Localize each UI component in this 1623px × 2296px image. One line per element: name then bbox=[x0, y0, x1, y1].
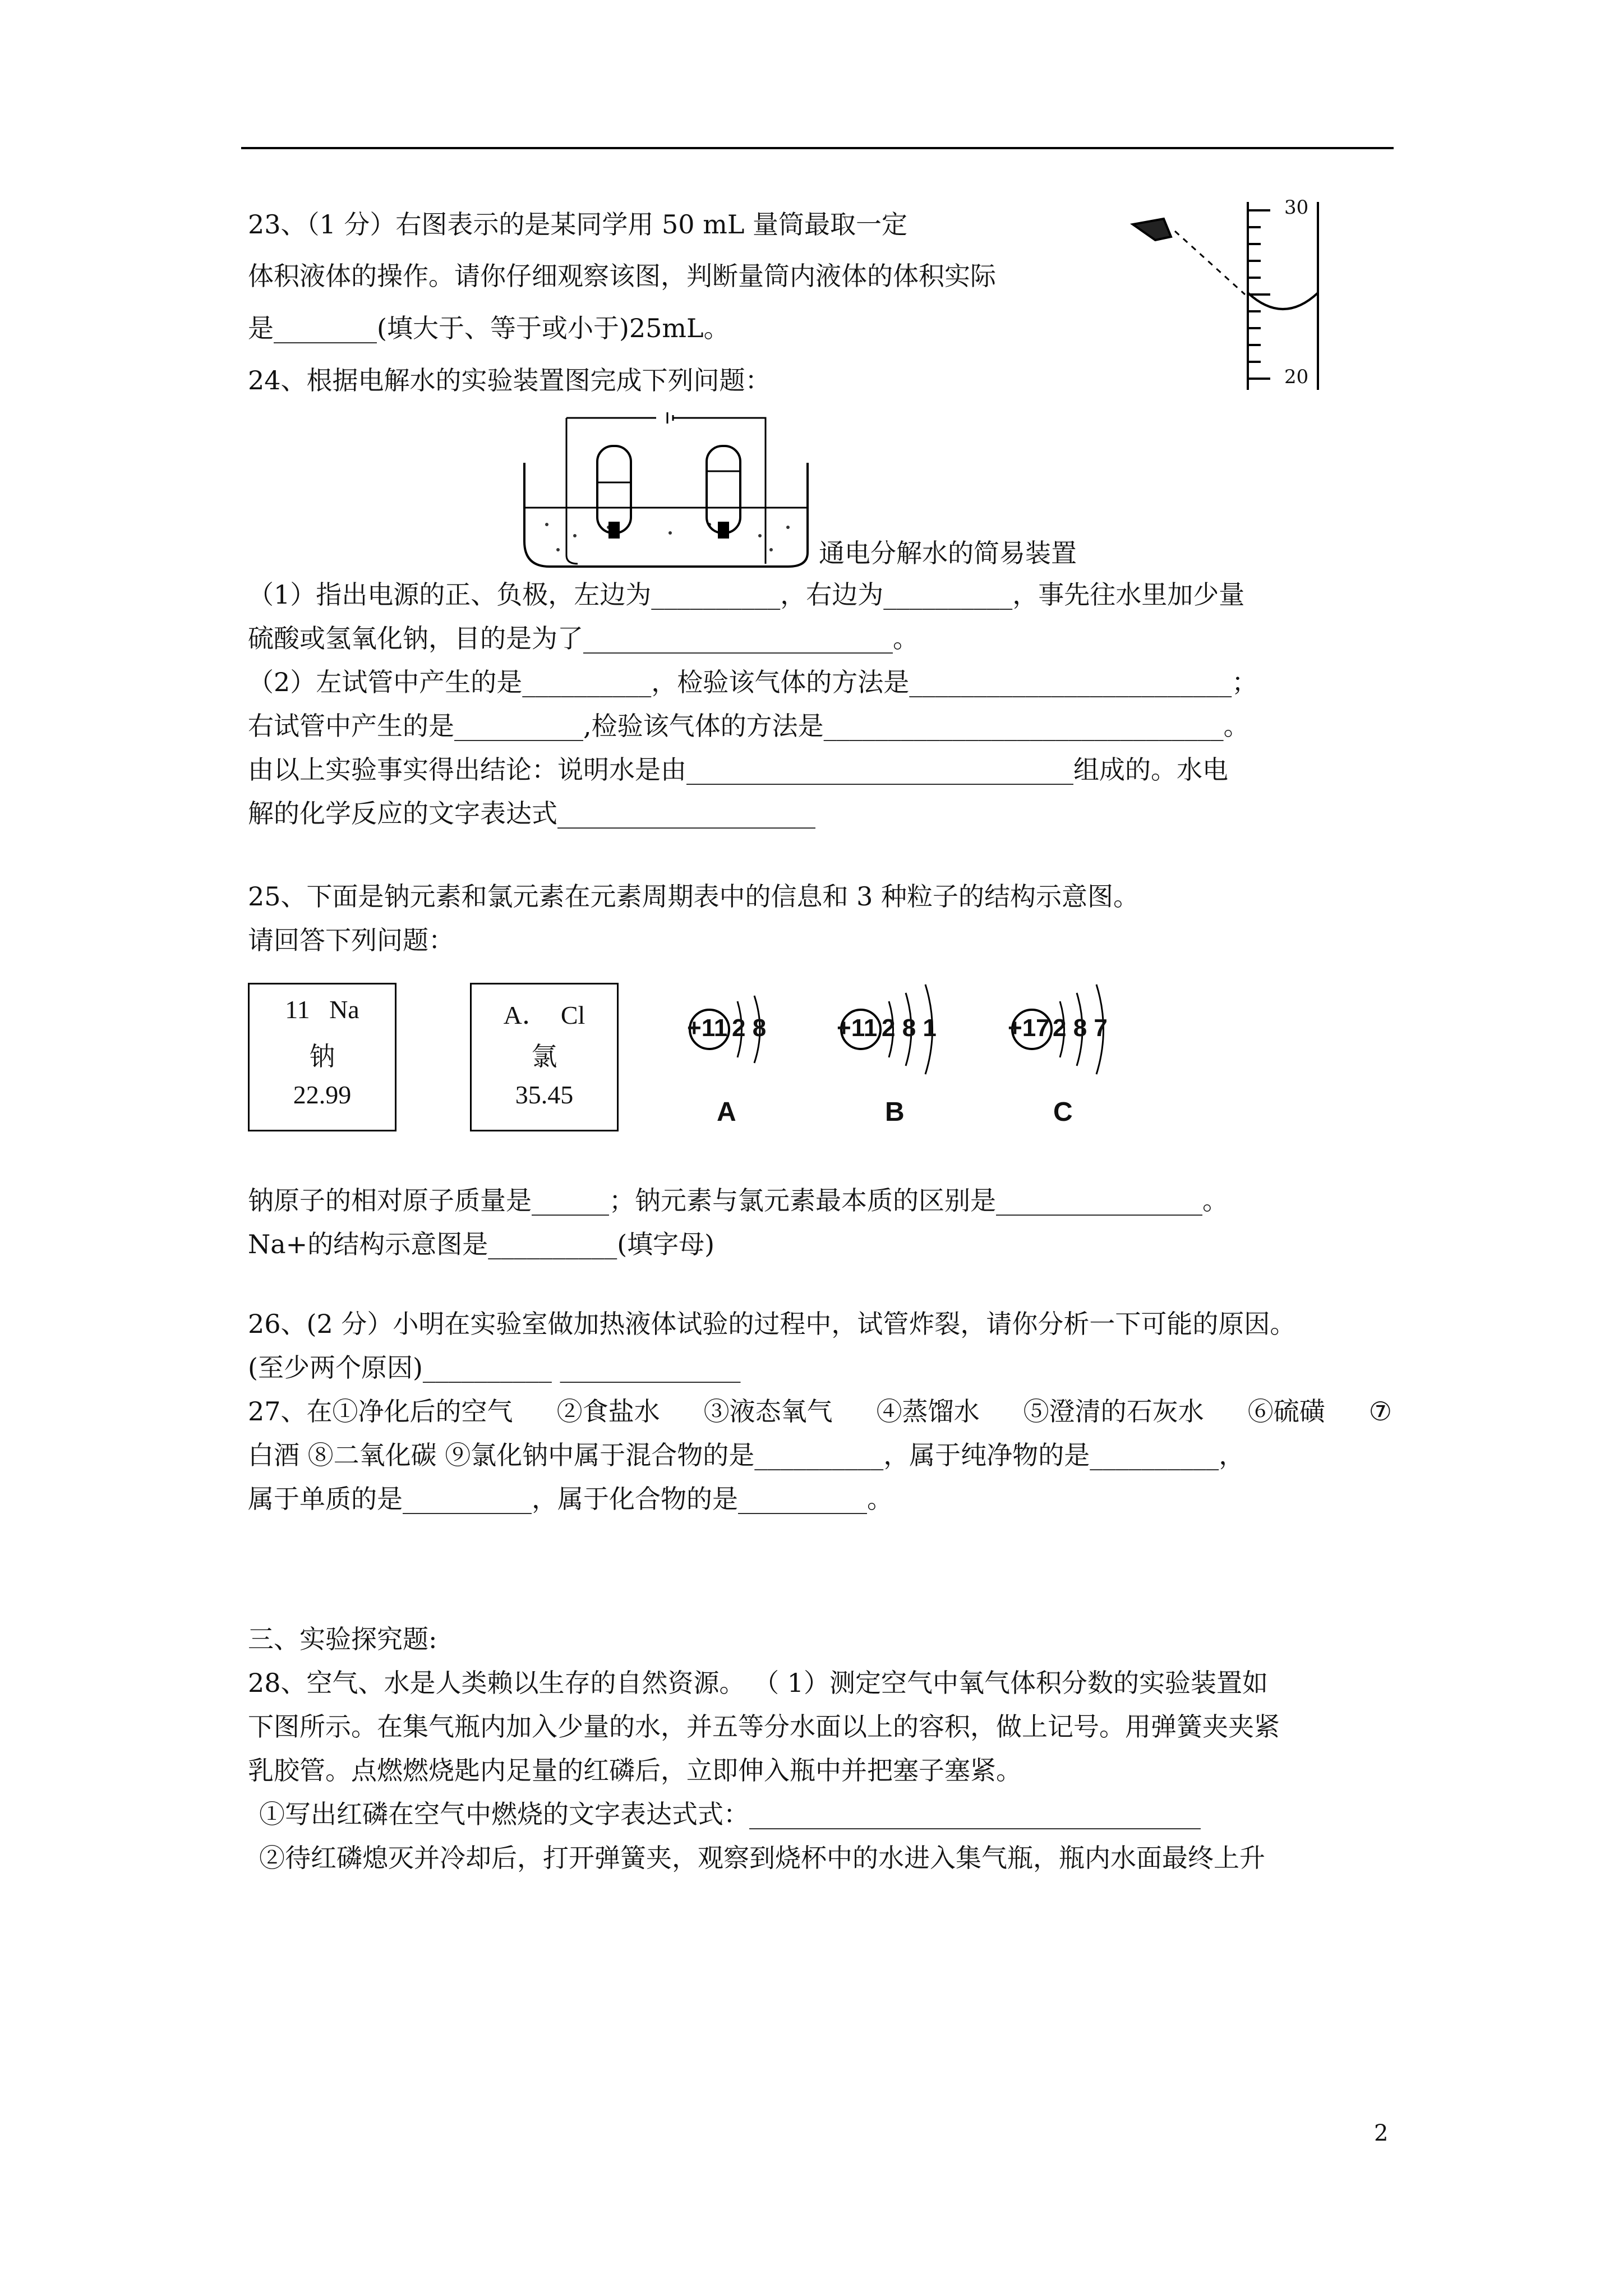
q27-item-3: ③液态氧气 bbox=[703, 1396, 833, 1427]
q28-line-b: 下图所示。在集气瓶内加入少量的水，并五等分水面以上的容积，做上记号。用弹簧夹夹紧 bbox=[248, 1711, 1280, 1742]
q24-p3b: 解的化学反应的文字表达式____________________ bbox=[248, 798, 815, 829]
section3-heading: 三、实验探究题: bbox=[248, 1624, 437, 1654]
q27-item-5: ⑤澄清的石灰水 bbox=[1023, 1396, 1204, 1427]
atom-diagram-c bbox=[1001, 959, 1136, 1066]
header-rule bbox=[241, 147, 1394, 149]
sodium-name: 钠 bbox=[309, 1042, 335, 1071]
atom-c-shells: 2 8 7 bbox=[1053, 1014, 1108, 1042]
q28-line-e: ②待红磷熄灭并冷却后，打开弹簧夹，观察到烧杯中的水进入集气瓶，瓶内水面最终上升 bbox=[259, 1843, 1265, 1873]
q28-line-a: 28、空气、水是人类赖以生存的自然资源。 （ 1）测定空气中氧气体积分数的实验装置如 bbox=[248, 1668, 1269, 1698]
electrolysis-apparatus-figure bbox=[524, 412, 816, 575]
element-card-sodium bbox=[248, 983, 396, 1131]
atom-diagram-a bbox=[681, 965, 794, 1060]
q28-line-c: 乳胶管。点燃燃烧匙内足量的红磷后，立即伸入瓶中并把塞子塞紧。 bbox=[248, 1755, 1022, 1786]
cylinder-label-top: 30 bbox=[1284, 196, 1309, 219]
q23-line3: 是________(填大于、等于或小于)25mL。 bbox=[248, 313, 730, 343]
chlorine-mass: 35.45 bbox=[515, 1080, 574, 1109]
chlorine-number: A． bbox=[503, 1001, 548, 1029]
q27-item-4: ④蒸馏水 bbox=[876, 1396, 980, 1427]
q27-line2: 白酒 ⑧二氧化碳 ⑨氯化钠中属于混合物的是__________，属于纯净物的是__________， bbox=[248, 1440, 1245, 1470]
page-number: 2 bbox=[1374, 2120, 1389, 2146]
electrolysis-caption: 通电分解水的简易装置 bbox=[819, 538, 1077, 568]
atom-a-shells: 2 8 bbox=[732, 1014, 767, 1042]
q25-answer1: 钠原子的相对原子质量是______；钠元素与氯元素最本质的区别是________________。 bbox=[248, 1185, 1228, 1216]
sodium-symbol: Na bbox=[329, 995, 359, 1024]
atom-b-shells: 2 8 1 bbox=[882, 1014, 937, 1042]
q27-line3: 属于单质的是__________，属于化合物的是__________。 bbox=[248, 1484, 893, 1514]
q27-item-2: ②食盐水 bbox=[556, 1396, 660, 1427]
q27-line1 bbox=[248, 1395, 1392, 1428]
sodium-number: 11 bbox=[285, 995, 310, 1024]
atom-a-nucleus: +11 bbox=[687, 1014, 728, 1042]
q26-line1: 26、(2 分）小明在实验室做加热液体试验的过程中，试管炸裂，请你分析一下可能的原因。 bbox=[248, 1309, 1296, 1339]
q23-line2: 体积液体的操作。请你仔细观察该图，判断量筒内液体的体积实际 bbox=[248, 261, 996, 291]
atom-a-letter: A bbox=[717, 1097, 736, 1127]
atom-c-letter: C bbox=[1053, 1097, 1073, 1127]
atom-b-nucleus: +11 bbox=[837, 1014, 878, 1042]
q25-intro1: 25、下面是钠元素和氯元素在元素周期表中的信息和 3 种粒子的结构示意图。 bbox=[248, 881, 1140, 912]
atom-diagram-b bbox=[830, 959, 965, 1066]
q24-p2a: （2）左试管中产生的是__________，检验该气体的方法是_________________________； bbox=[248, 667, 1258, 697]
q25-intro2: 请回答下列问题： bbox=[248, 925, 454, 955]
q24-p3a: 由以上实验事实得出结论：说明水是由______________________________组成的。水电 bbox=[248, 754, 1228, 785]
cylinder-label-bottom: 20 bbox=[1284, 366, 1309, 388]
q25-answer2: Na+的结构示意图是__________(填字母) bbox=[248, 1229, 715, 1259]
chlorine-name: 氯 bbox=[531, 1042, 557, 1071]
q27-item-7: ⑦ bbox=[1368, 1396, 1392, 1427]
q24-p1a: （1）指出电源的正、负极，左边为__________，右边为__________，事先往水里加少量 bbox=[248, 579, 1245, 610]
element-card-chlorine bbox=[470, 983, 619, 1131]
q28-line-d: ①写出红磷在空气中燃烧的文字表达式式：___________________________________ bbox=[259, 1799, 1201, 1829]
q24-intro: 24、根据电解水的实验装置图完成下列问题： bbox=[248, 365, 771, 395]
q24-p1b: 硫酸或氢氧化钠，目的是为了________________________。 bbox=[248, 623, 919, 654]
q27-item-1: 27、在①净化后的空气 bbox=[248, 1396, 513, 1427]
q23-line1: 23、（1 分）右图表示的是某同学用 50 mL 量筒最取一定 bbox=[248, 209, 907, 240]
chlorine-symbol: Cl bbox=[560, 1001, 585, 1029]
atom-c-nucleus: +17 bbox=[1008, 1014, 1050, 1042]
q24-p2b: 右试管中产生的是__________,检验该气体的方法是_______________________________。 bbox=[248, 711, 1249, 741]
atom-b-letter: B bbox=[885, 1097, 905, 1127]
q26-line2: (至少两个原因)__________ ______________ bbox=[248, 1352, 741, 1383]
q27-item-6: ⑥硫磺 bbox=[1247, 1396, 1325, 1427]
sodium-mass: 22.99 bbox=[293, 1080, 352, 1109]
